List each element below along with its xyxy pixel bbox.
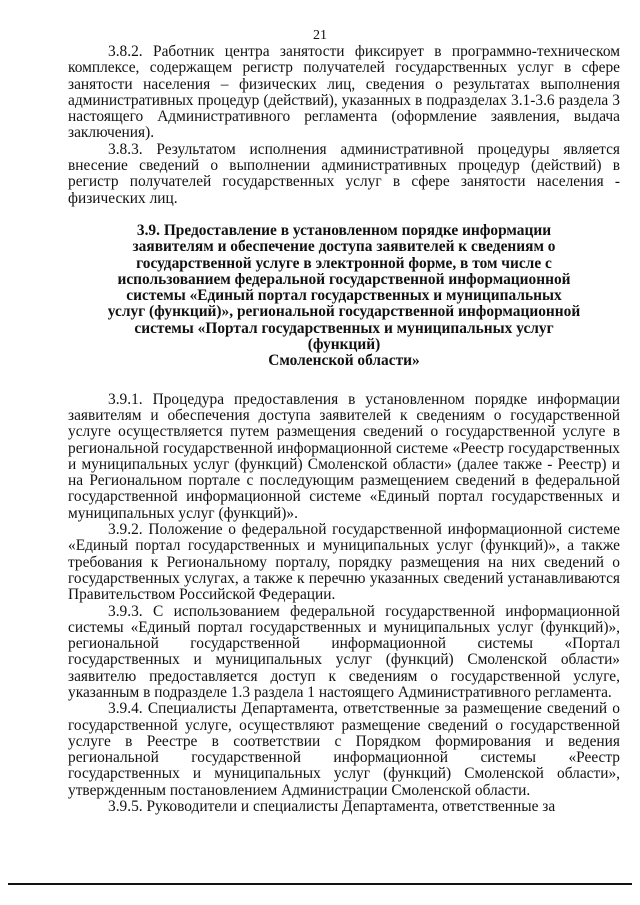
section-heading-3-9	[68, 223, 620, 370]
paragraph-3-9-3: 3.9.3. С использованием федеральной государственной информационной системы «Единый портал государственных и муниципальных услуг (функций)», региональной государственной информационной системы «Портал государственных и муниципальных услуг (функций) Смоленской области» заявителю предоставляется доступ к сведениям о государственной услуге, указанным в подразделе 1.3 раздела 1 настоящего Административного регламента.	[68, 602, 620, 701]
paragraph-3-8-2: 3.8.2. Работник центра занятости фиксирует в программно-техническом комплексе, содержащем регистр получателей государственных услуг в сфере занятости населения – физических лиц, сведения о результатах выполнения административных процедур (действий), указанных в подразделах 3.1-3.6 раздела 3 настоящего Административного регламента (оформление заявления, выдача заключения).	[68, 43, 620, 142]
scan-edge-line	[8, 883, 632, 885]
heading-line: 3.9. Предоставление в установленном порядке информации	[136, 221, 552, 239]
heading-line: заявителям и обеспечение доступа заявителей к сведениям о	[132, 238, 556, 256]
paragraph-3-8-3: 3.8.3. Результатом исполнения административной процедуры является внесение сведений о выполнении административных процедур (действий) в регистр получателей государственных услуг в сфере занятости населения - физических лиц.	[68, 140, 620, 207]
paragraph-3-9-1: 3.9.1. Процедура предоставления в установленном порядке информации заявителям и обеспечения доступа заявителей к сведениям о государственной услуге осуществляется путем размещения сведений о государственной услуге в региональной государственной информационной системе «Реестр государственных и муниципальных услуг (функций) Смоленской области» (далее также - Реестр) и на Региональном портале с последующим размещением сведений в федеральной государственной информационной системе «Единый портал государственных и муниципальных услуг (функций)».	[68, 390, 620, 522]
heading-line: государственной услуге в электронной форме, в том числе с	[136, 254, 552, 272]
paragraph-3-9-2: 3.9.2. Положение о федеральной государственной информационной системе «Единый портал государственных и муниципальных услуг (функций)», а также требования к Региональному порталу, порядку размещения на них сведений о государственных услугах, а также к перечню указанных сведений устанавливаются Правительством Российской Федерации.	[68, 521, 620, 604]
heading-line: использованием федеральной государственной информационной	[117, 270, 571, 288]
heading-line: системы «Портал государственных и муниципальных услуг (функций)	[134, 319, 554, 354]
heading-line: услуг (функций)», региональной государственной информационной	[107, 303, 581, 321]
document-body	[68, 44, 620, 815]
paragraph-3-9-5: 3.9.5. Руководители и специалисты Департамента, ответственные за	[108, 798, 556, 816]
heading-line: Смоленской области»	[268, 352, 420, 370]
page-number: 21	[313, 28, 327, 43]
paragraph-3-9-4: 3.9.4. Специалисты Департамента, ответственные за размещение сведений о государственной услуге, осуществляют размещение сведений о государственной услуге в Реестре в соответствии с Порядком формирования и ведения региональной государственной информационной системы «Реестр государственных и муниципальных услуг (функций) Смоленской области», утвержденным постановлением Администрации Смоленской области.	[68, 700, 620, 799]
heading-line: системы «Единый портал государственных и муниципальных	[126, 287, 562, 305]
